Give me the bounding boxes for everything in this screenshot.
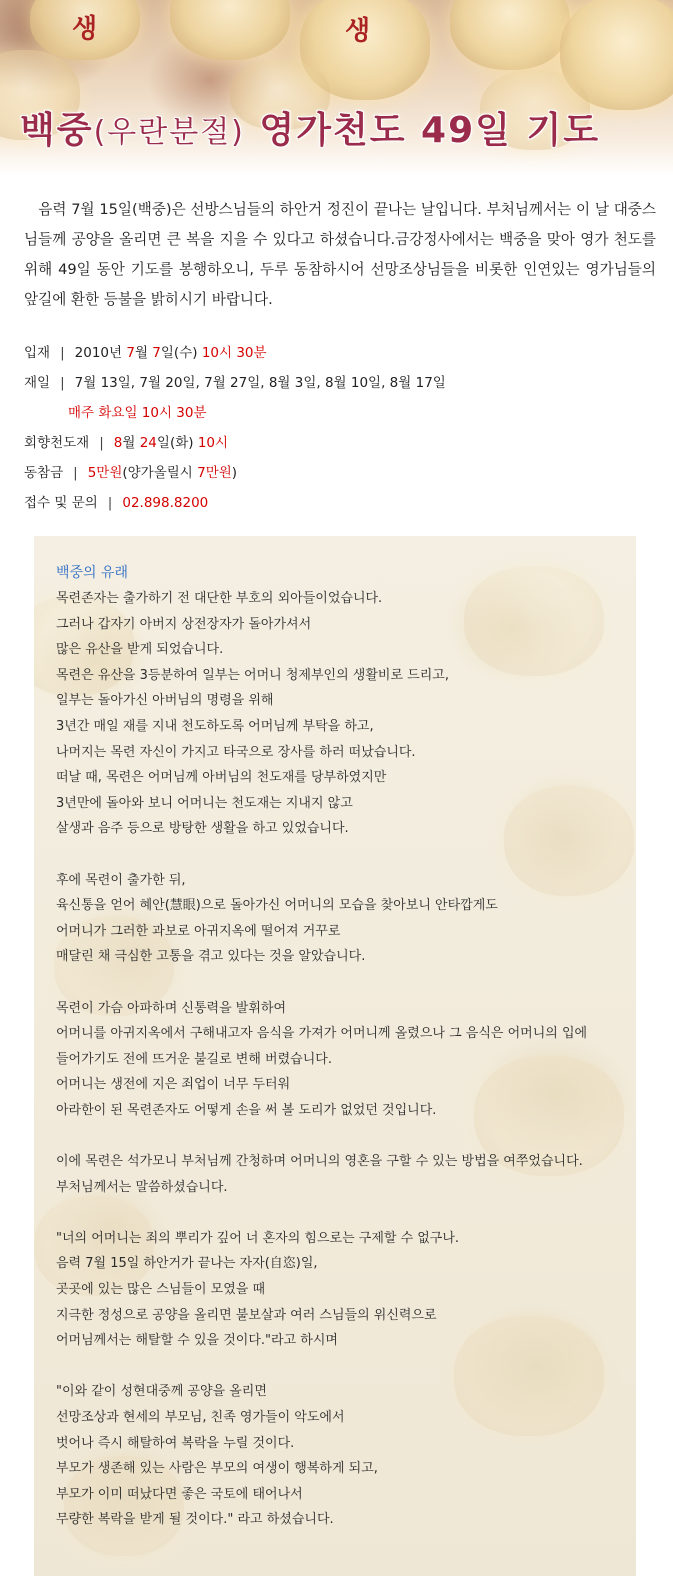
lantern-glyph: 생 [345,16,371,46]
history-panel [34,536,636,1576]
history-line: 부모가 이미 떠났다면 좋은 국토에 태어나서 [56,1486,303,1502]
history-line: 목련은 유산을 3등분하여 일부는 어머니 청제부인의 생활비로 드리고, [56,667,449,683]
history-line: 후에 목련이 출가한 뒤, [56,872,186,888]
info-amount: 5만원 [87,465,123,481]
info-month: 8 [113,435,123,451]
info-day: 24 [139,435,157,451]
info-day-unit: 일(수) [160,345,202,361]
info-day-unit: 일(화) [156,435,198,451]
intro-paragraph [24,195,656,315]
info-label: 동참금 [24,465,64,481]
page-title [20,102,660,153]
history-line: 부모가 생존해 있는 사람은 부모의 여생이 행복하게 되고, [56,1461,378,1477]
separator: | [60,375,65,391]
history-line: 선망조상과 현세의 부모님, 친족 영가들이 악도에서 [56,1410,345,1425]
info-row-jaeil [24,368,656,398]
title-rest: 영가천도 49일 기도 [244,110,601,151]
paragraph-gap [56,1354,628,1380]
history-line: 3년간 매일 재를 지내 천도하도록 어머님께 부탁을 하고, [56,718,374,734]
header-banner [0,0,673,175]
history-line: 무량한 복락을 받게 될 것이다." 라고 하셨습니다. [56,1512,334,1528]
info-paren-close: ) [231,465,238,481]
history-line: 매달린 채 극심한 고통을 겪고 있다는 것을 알았습니다. [56,949,366,965]
info-month: 7 [126,345,135,361]
info-dates: 7월 13일, 7월 20일, 7월 27일, 8월 3일, 8월 10일, 8월 17일 [74,375,446,391]
info-year: 2010년 [74,345,127,361]
paragraph-gap [56,1123,628,1149]
info-month-unit: 월 [134,345,153,361]
separator: | [60,345,65,361]
history-line: "이와 같이 성현대중께 공양을 올리면 [56,1384,267,1400]
title-main: 백중 [20,110,94,151]
info-row-contact [24,488,656,518]
info-label: 재일 [24,375,51,391]
history-line: 이에 목련은 석가모니 부처님께 간청하며 어머니의 영혼을 구할 수 있는 방법을 여쭈었습니다. [56,1154,583,1170]
info-time: 10시 30분 [201,345,267,361]
info-row-jaeil-note [24,398,656,428]
history-line: 살생과 음주 등으로 방탕한 생활을 하고 있었습니다. [56,821,349,837]
history-line: 육신통을 얻어 혜안(慧眼)으로 돌아가신 어머니의 모습을 찾아보니 안타깝게도 [56,898,498,914]
info-month-unit: 월 [122,435,140,451]
paragraph-gap [56,842,628,868]
history-line: 3년만에 돌아와 보니 어머니는 천도재는 지내지 않고 [56,795,353,811]
info-label: 회향천도재 [24,435,90,451]
history-line: 그러나 갑자기 아버지 상전장자가 돌아가셔서 [56,616,312,632]
paragraph-gap [56,1200,628,1226]
info-amount2: 7만원 [197,465,232,481]
info-note: 매주 화요일 10시 30분 [68,405,207,421]
lantern-decoration [170,0,290,60]
lantern-glyph: 생 [72,14,98,44]
history-line: 곳곳에 있는 많은 스님들이 모였을 때 [56,1282,266,1298]
history-line: 목련이 가슴 아파하며 신통력을 발휘하여 [56,1000,287,1016]
history-line: 어머님께서는 해탈할 수 있을 것이다."라고 하시며 [56,1333,338,1349]
info-row-ipjae [24,338,656,368]
info-label: 접수 및 문의 [24,495,98,511]
title-paren: (우란분절) [93,115,245,150]
history-line: 떠날 때, 목련은 어머님께 아버님의 천도재를 당부하였지만 [56,770,387,786]
history-line: 지극한 정성으로 공양을 올리면 불보살과 여러 스님들의 위신력으로 [56,1307,437,1323]
info-paren-open: (양가올릴시 [122,465,198,481]
event-info [24,338,656,518]
history-line: 나머지는 목련 자신이 가지고 타국으로 장사를 하러 떠났습니다. [56,744,416,760]
info-day: 7 [152,345,161,361]
info-time: 10시 [197,435,229,451]
info-row-fee [24,458,656,488]
history-line: 벗어나 즉시 해탈하여 복락을 누릴 것이다. [56,1435,295,1451]
history-line: 들어가기도 전에 뜨거운 불길로 변해 버렸습니다. [56,1051,332,1067]
history-line: 어머니를 아귀지옥에서 구해내고자 음식을 가져가 어머니께 올렸으나 그 음식은 어머니의 입에 [56,1026,588,1042]
history-line: 목련존자는 출가하기 전 대단한 부호의 외아들이었습니다. [56,591,383,606]
intro-text: 음력 7월 15일(백중)은 선방스님들의 하안거 정진이 끝나는 날입니다. 부처님께서는 이 날 대중스님들께 공양을 올리면 큰 복을 지을 수 있다고 하셨습니다.금강정사에서는 백중을 맞아 영가 천도를 위해 49일 동안 기도를 봉행하오니, 두루 동참하시어 선망조상님들을 비롯한 인연있는 영가님들의 앞길에 환한 등불을 밝히시기 바랍니다. [24,201,656,308]
info-label: 입재 [24,345,51,361]
history-line: 부처님께서는 말씀하셨습니다. [56,1179,228,1195]
history-line: 많은 유산을 받게 되었습니다. [56,642,224,658]
history-lines [56,586,628,1533]
history-line: 어머니가 그러한 과보로 아귀지옥에 떨어져 거꾸로 [56,923,341,939]
history-title: 백중의 유래 [56,565,129,581]
separator: | [107,495,113,511]
separator: | [99,435,104,451]
lantern-decoration [450,0,570,70]
history-line: 음력 7월 15일 하안거가 끝나는 자자(自恣)일, [56,1256,318,1272]
history-content [56,560,628,1533]
history-line: 아라한이 된 목련존자도 어떻게 손을 써 볼 도리가 없었던 것입니다. [56,1102,437,1118]
info-phone: 02.898.8200 [122,495,209,511]
separator: | [73,465,78,481]
history-line: 일부는 돌아가신 아버님의 명령을 위해 [56,693,274,709]
info-row-hoehyang [24,428,656,458]
history-line: 어머니는 생전에 지은 죄업이 너무 두터워 [56,1077,291,1093]
history-line: "너의 어머니는 죄의 뿌리가 깊어 너 혼자의 힘으로는 구제할 수 없구나. [56,1230,460,1246]
paragraph-gap [56,970,628,996]
